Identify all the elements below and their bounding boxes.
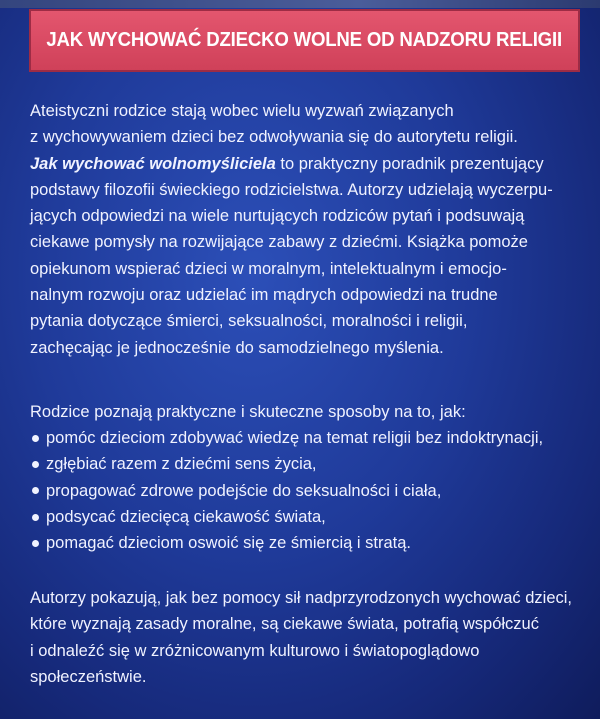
bullet-dot-icon (32, 435, 39, 442)
bullet-dot-icon (32, 461, 39, 468)
paragraph-line: ciekawe pomysły na rozwijające zabawy z dziećmi. Książka pomoże (30, 233, 528, 252)
paragraph-line-rest: to praktyczny poradnik prezentujący (275, 154, 544, 173)
list-item (32, 504, 543, 530)
title-banner (29, 9, 580, 72)
bullet-dot-icon (32, 487, 39, 494)
list-item (32, 478, 543, 504)
paragraph-line: jących odpowiedzi na wiele nurtujących rodziców pytań i podsuwają (30, 207, 525, 226)
paragraph-line: pytania dotyczące śmierci, seksualności, moralności i religii, (30, 312, 468, 331)
bullets-intro-text: Rodzice poznają praktyczne i skuteczne sposoby na to, jak: (30, 403, 466, 421)
closing-paragraph (30, 585, 590, 690)
paragraph-line: opiekunom wspierać dzieci w moralnym, intelektualnym i emocjo- (30, 259, 507, 278)
list-item-text: propagować zdrowe podejście do seksualności i ciała, (46, 481, 442, 500)
paragraph-line: podstawy filozofii świeckiego rodzicielstwa. Autorzy udzielają wyczerpu- (30, 180, 553, 199)
list-item (32, 451, 543, 477)
description-paragraph (30, 98, 585, 361)
list-item-text: pomóc dzieciom zdobywać wiedzę na temat religii bez indoktrynacji, (46, 429, 544, 447)
bullet-dot-icon (32, 540, 39, 547)
paragraph-line: z wychowywaniem dzieci bez odwoływania się do autorytetu religii. (30, 128, 518, 147)
paragraph-line: i odnaleźć się w zróżnicowanym kulturowo i światopoglądowo (30, 641, 480, 660)
banner-title: JAK WYCHOWAĆ DZIECKO WOLNE OD NADZORU RELIGII (46, 29, 563, 51)
list-item-text: podsycać dziecięcą ciekawość świata, (46, 507, 326, 526)
list-item (32, 425, 543, 451)
top-edge-strip (0, 0, 600, 8)
paragraph-line: nalnym rozwoju oraz udzielać im mądrych odpowiedzi na trudne (30, 286, 498, 305)
paragraph-line: Autorzy pokazują, jak bez pomocy sił nadprzyrodzonych wychować dzieci, (30, 589, 573, 607)
paragraph-line: Ateistyczni rodzice stają wobec wielu wyzwań związanych (30, 102, 454, 120)
paragraph-line: społeczeństwie. (30, 667, 147, 686)
list-item-text: pomagać dzieciom oswoić się ze śmiercią i stratą. (46, 534, 411, 553)
paragraph-line: które wyznają zasady moralne, są ciekawe świata, potrafią współczuć (30, 615, 539, 634)
paragraph-line: zachęcając je jednocześnie do samodzielnego myślenia. (30, 338, 444, 357)
paragraph-line (30, 151, 585, 177)
benefits-list (32, 425, 543, 556)
bullet-dot-icon (32, 514, 39, 521)
bullets-intro (30, 399, 585, 425)
list-item-text: zgłębiać razem z dziećmi sens życia, (46, 455, 317, 474)
list-item (32, 530, 543, 556)
book-title-emphasis: Jak wychować wolnomyśliciela (30, 154, 276, 173)
